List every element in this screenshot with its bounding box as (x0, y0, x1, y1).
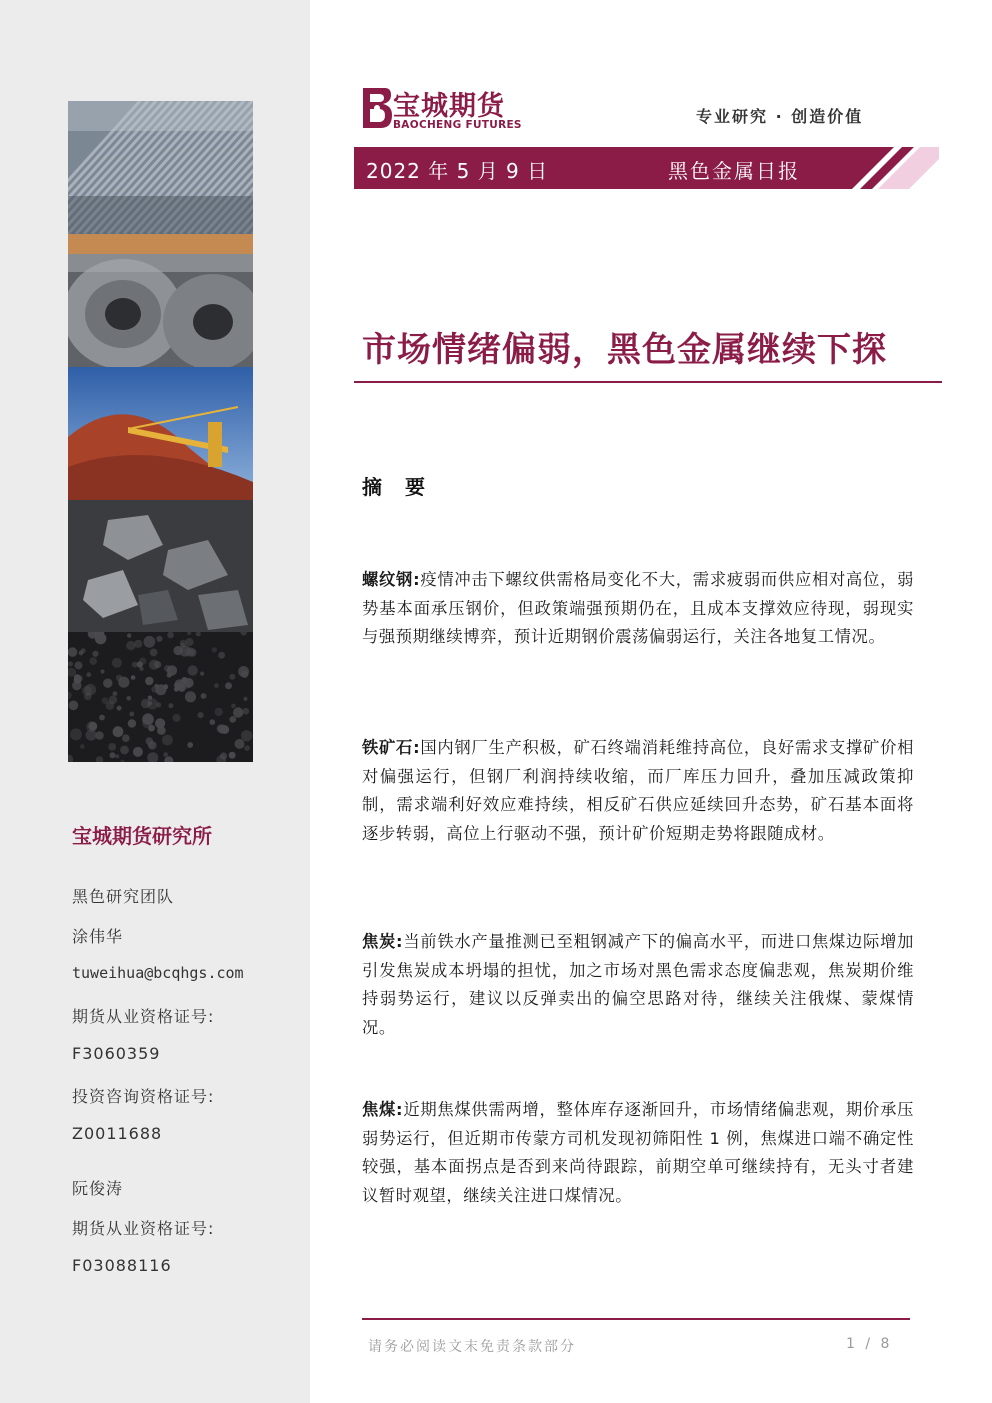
section-text: 当前铁水产量推测已至粗钢减产下的偏高水平，而进口焦煤边际增加引发焦炭成本坍塌的担忧，加之市场对黑色需求态度偏悲观，焦炭期价维持弱势运行，建议以反弹卖出的偏空思路对待，继续关注俄煤、蒙煤情况。 (362, 932, 914, 1037)
section-iron-ore (362, 734, 914, 848)
invest-license-number: Z0011688 (72, 1124, 163, 1143)
section-text: 疫情冲击下螺纹供需格局变化不大，需求疲弱而供应相对高位，弱势基本面承压钢价，但政策端强预期仍在，且成本支撑效应待现，弱现实与强预期继续博弈，预计近期钢价震荡偏弱运行，关注各地复工情况。 (362, 570, 914, 646)
section-text: 近期焦煤供需两增，整体库存逐渐回升，市场情绪偏悲观，期价承压弱势运行，但近期市传蒙方司机发现初筛阳性 1 例，焦煤进口端不确定性较强，基本面拐点是否到来尚待跟踪，前期空单可继续持有，无头寸者建议暂时观望，继续关注进口煤情况。 (362, 1100, 914, 1205)
section-label: 铁矿石: (362, 738, 421, 757)
futures-license-number: F03088116 (72, 1256, 172, 1275)
section-label: 焦煤: (362, 1100, 404, 1119)
iron-ore-stacker-photo (68, 367, 253, 500)
section-rebar (362, 566, 914, 652)
report-type: 黑色金属日报 (668, 159, 800, 183)
invest-license-label: 投资咨询资格证号: (72, 1087, 215, 1106)
coke-photo (68, 632, 253, 762)
coal-lumps-photo (68, 500, 253, 632)
analyst-name: 涂伟华 (72, 927, 124, 946)
rebar-photo (68, 101, 253, 234)
footer-divider (362, 1318, 910, 1320)
brand-name-cn: 宝城期货 (393, 91, 505, 122)
section-label: 螺纹钢: (362, 570, 421, 589)
institute-name: 宝城期货研究所 (72, 824, 212, 848)
summary-heading: 摘 要 (362, 475, 433, 499)
futures-license-label: 期货从业资格证号: (72, 1219, 215, 1238)
title-divider (354, 381, 942, 383)
report-date: 2022 年 5 月 9 日 (366, 159, 549, 183)
page-number: 1 / 8 (846, 1336, 893, 1352)
futures-license-label: 期货从业资格证号: (72, 1007, 215, 1026)
team-name: 黑色研究团队 (72, 887, 175, 906)
disclaimer-note: 请务必阅读文末免责条款部分 (368, 1339, 576, 1355)
section-text: 国内钢厂生产积极，矿石终端消耗维持高位，良好需求支撑矿价相对偏强运行，但钢厂利润持续收缩，而厂库压力回升，叠加压减政策抑制，需求端利好效应难持续，相反矿石供应延续回升态势，矿石基本面将逐步转弱，高位上行驱动不强，预计矿价短期走势将跟随成材。 (362, 738, 914, 843)
slogan: 专业研究 · 创造价值 (696, 107, 864, 126)
futures-license-number: F3060359 (72, 1044, 161, 1063)
brand-name-en: BAOCHENG FUTURES (393, 119, 522, 131)
section-coke (362, 928, 914, 1042)
report-title: 市场情绪偏弱，黑色金属继续下探 (362, 330, 887, 370)
analyst-email[interactable]: tuweihua@bcqhgs.com (72, 964, 244, 982)
section-label: 焦炭: (362, 932, 404, 951)
steel-coil-photo (68, 234, 253, 367)
analyst-name: 阮俊涛 (72, 1179, 124, 1198)
section-coking-coal (362, 1096, 914, 1210)
